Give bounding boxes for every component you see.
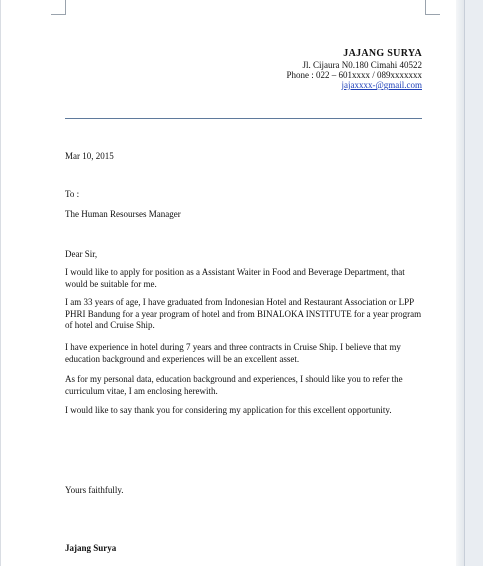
sender-email-link[interactable]: jajaxxxx-@gmail.com	[341, 80, 422, 90]
body-paragraph	[65, 297, 430, 332]
paragraph-line: curriculum vitae, I am enclosing herewith.	[65, 385, 218, 396]
sender-phone: Phone : 022 – 601xxxx / 089xxxxxxx	[286, 70, 422, 80]
paragraph-line: would be suitable for me.	[65, 278, 157, 289]
vertical-scrollbar[interactable]	[464, 0, 483, 566]
paragraph-line: I am 33 years of age, I have graduated from Indonesian Hotel and Restaurant Association or LPP	[65, 297, 415, 307]
paragraph-line: PHRI Bandung for a year program of hotel and from BINALOKA INSTITUTE for a year program	[65, 308, 422, 319]
margin-corner-mark-top-right	[425, 0, 440, 15]
sender-address: Jl. Cijaura N0.180 Cimahi 40522	[302, 60, 422, 70]
letter-date: Mar 10, 2015	[65, 151, 114, 161]
header-divider	[65, 118, 422, 119]
body-paragraph	[65, 342, 430, 365]
paragraph-line: I would like to apply for position as a Assistant Waiter in Food and Beverage Department, that	[65, 267, 405, 277]
page-shadow	[456, 0, 464, 566]
to-label: To :	[65, 189, 80, 199]
paragraph-line: As for my personal data, education background and experiences, I should like you to refer the	[65, 374, 403, 384]
editor-left-edge	[0, 0, 1, 566]
recipient: The Human Resourses Manager	[65, 209, 181, 219]
body-paragraph	[65, 267, 430, 290]
salutation: Dear Sir,	[65, 249, 98, 259]
sender-name: JAJANG SURYA	[343, 48, 422, 59]
paragraph-line: I would like to say thank you for considering my application for this excellent opportunity.	[65, 405, 392, 415]
body-paragraph	[65, 374, 430, 397]
body-paragraph	[65, 405, 430, 417]
paragraph-line: I have experience in hotel during 7 years and three contracts in Cruise Ship. I believe that my	[65, 342, 401, 352]
margin-corner-mark-top-left	[51, 0, 66, 15]
signature: Jajang Surya	[65, 543, 117, 553]
paragraph-line: education background and experiences will be an excellent asset.	[65, 353, 300, 364]
paragraph-line: of hotel and Cruise Ship.	[65, 320, 155, 330]
closing: Yours faithfully.	[65, 485, 124, 495]
